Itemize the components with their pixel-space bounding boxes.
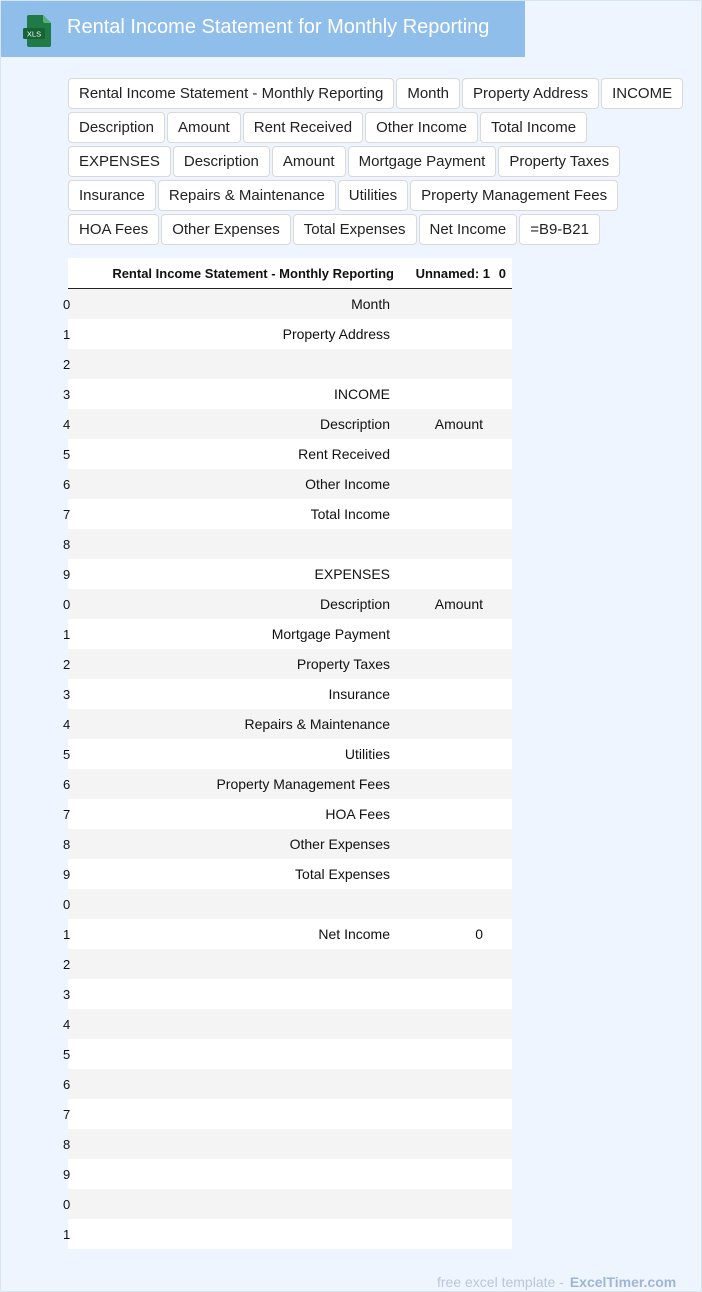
row-label-cell: Other Income [305, 476, 390, 492]
column-chip[interactable]: HOA Fees [68, 214, 159, 245]
row-index: 6 [63, 776, 71, 792]
table-row [63, 1129, 512, 1159]
table-row [63, 439, 512, 469]
table-row [63, 919, 512, 949]
row-value-cell: Amount [434, 416, 483, 432]
column-chip[interactable]: Repairs & Maintenance [158, 180, 336, 211]
table-row [63, 409, 512, 439]
column-chip[interactable]: EXPENSES [68, 146, 171, 177]
row-label-cell: Description [319, 416, 390, 432]
row-label-cell: Description [319, 596, 390, 612]
column-chip[interactable]: Rental Income Statement - Monthly Reporting [68, 78, 394, 109]
row-index: 0 [63, 896, 71, 912]
row-index: 0 [63, 296, 71, 312]
row-index: 5 [63, 446, 71, 462]
row-index: 2 [63, 356, 71, 372]
row-index: 3 [63, 986, 71, 1002]
row-index: 1 [63, 326, 71, 342]
footer [437, 1274, 676, 1290]
column-header-title: Rental Income Statement - Monthly Reporting [112, 265, 394, 281]
table-row [63, 319, 512, 349]
row-label-cell: EXPENSES [314, 566, 390, 582]
table-row [63, 679, 512, 709]
column-chip[interactable]: Property Address [462, 78, 599, 109]
table-row [63, 709, 512, 739]
row-index: 9 [63, 566, 71, 582]
column-header-zero: 0 [498, 265, 506, 281]
table-row [63, 859, 512, 889]
row-index: 3 [63, 686, 71, 702]
table-body [63, 289, 512, 1249]
column-header-unnamed: Unnamed: 1 [415, 265, 490, 281]
column-chip[interactable]: Total Income [480, 112, 587, 143]
row-label-cell: Insurance [328, 686, 390, 702]
row-label-cell: Property Management Fees [216, 776, 390, 792]
table-row [63, 289, 512, 319]
row-index: 3 [63, 386, 71, 402]
row-index: 1 [63, 626, 71, 642]
column-chip[interactable]: Net Income [419, 214, 518, 245]
row-value-cell: Amount [434, 596, 483, 612]
column-chip[interactable]: Mortgage Payment [348, 146, 497, 177]
column-chip[interactable]: Property Taxes [498, 146, 620, 177]
row-index: 4 [63, 1016, 71, 1032]
column-chip[interactable]: INCOME [601, 78, 683, 109]
row-index: 9 [63, 1166, 71, 1182]
table-row [63, 589, 512, 619]
row-label-cell: Property Taxes [296, 656, 390, 672]
column-chip[interactable]: Total Expenses [293, 214, 417, 245]
column-chips [68, 78, 688, 245]
row-label-cell: Utilities [344, 746, 390, 762]
row-index: 2 [63, 656, 71, 672]
table-row [63, 379, 512, 409]
column-chip[interactable]: Description [173, 146, 270, 177]
table-row [63, 619, 512, 649]
column-chip[interactable]: =B9-B21 [519, 214, 600, 245]
column-chip[interactable]: Property Management Fees [410, 180, 618, 211]
column-chip[interactable]: Rent Received [243, 112, 363, 143]
row-label-cell: Property Address [282, 326, 390, 342]
page-title: Rental Income Statement for Monthly Reporting [67, 16, 490, 38]
footer-text: free excel template - [437, 1274, 564, 1290]
row-label-cell: Total Income [310, 506, 390, 522]
data-table [63, 258, 512, 1249]
row-index: 9 [63, 866, 71, 882]
column-chip[interactable]: Utilities [338, 180, 408, 211]
table-row [63, 649, 512, 679]
table-row [63, 1159, 512, 1189]
table-row [63, 559, 512, 589]
table-row [63, 769, 512, 799]
row-index: 8 [63, 1136, 71, 1152]
row-index: 4 [63, 416, 71, 432]
table-row [63, 889, 512, 919]
row-index: 6 [63, 1076, 71, 1092]
row-value-cell: 0 [475, 926, 483, 942]
row-index: 0 [63, 1196, 71, 1212]
table-row [63, 799, 512, 829]
table-row [63, 1039, 512, 1069]
table-row [63, 1069, 512, 1099]
column-chip[interactable]: Other Income [365, 112, 478, 143]
table-header [68, 258, 512, 289]
row-label-cell: Month [351, 296, 390, 312]
row-label-cell: Other Expenses [289, 836, 390, 852]
row-label-cell: Repairs & Maintenance [244, 716, 390, 732]
table-row [63, 529, 512, 559]
row-index: 8 [63, 836, 71, 852]
table-row [63, 1099, 512, 1129]
row-label-cell: Total Expenses [295, 866, 390, 882]
row-index: 1 [63, 1226, 71, 1242]
table-row [63, 739, 512, 769]
table-row [63, 949, 512, 979]
table-row [63, 1219, 512, 1249]
row-index: 6 [63, 476, 71, 492]
excel-file-icon [23, 15, 53, 47]
table-row [63, 829, 512, 859]
table-row [63, 979, 512, 1009]
row-index: 5 [63, 1046, 71, 1062]
column-chip[interactable]: Amount [167, 112, 241, 143]
column-chip[interactable]: Month [396, 78, 460, 109]
table-row [63, 1189, 512, 1219]
row-label-cell: Mortgage Payment [271, 626, 390, 642]
row-label-cell: INCOME [334, 386, 390, 402]
row-index: 7 [63, 506, 71, 522]
column-chip[interactable]: Other Expenses [161, 214, 291, 245]
table-row [63, 499, 512, 529]
row-label-cell: Net Income [318, 926, 390, 942]
row-index: 7 [63, 806, 71, 822]
row-index: 5 [63, 746, 71, 762]
footer-brand-link[interactable]: ExcelTimer.com [569, 1274, 677, 1290]
row-index: 8 [63, 536, 71, 552]
row-index: 7 [63, 1106, 71, 1122]
column-chip[interactable]: Description [68, 112, 165, 143]
table-row [63, 1009, 512, 1039]
table-row [63, 349, 512, 379]
svg-text:XLS: XLS [26, 29, 42, 39]
row-index: 1 [63, 926, 71, 942]
row-index: 4 [63, 716, 71, 732]
header-banner [1, 1, 525, 57]
row-index: 2 [63, 956, 71, 972]
column-chip[interactable]: Amount [272, 146, 346, 177]
table-row [63, 469, 512, 499]
row-label-cell: Rent Received [298, 446, 390, 462]
column-chip[interactable]: Insurance [68, 180, 156, 211]
row-index: 0 [63, 596, 71, 612]
row-label-cell: HOA Fees [325, 806, 390, 822]
